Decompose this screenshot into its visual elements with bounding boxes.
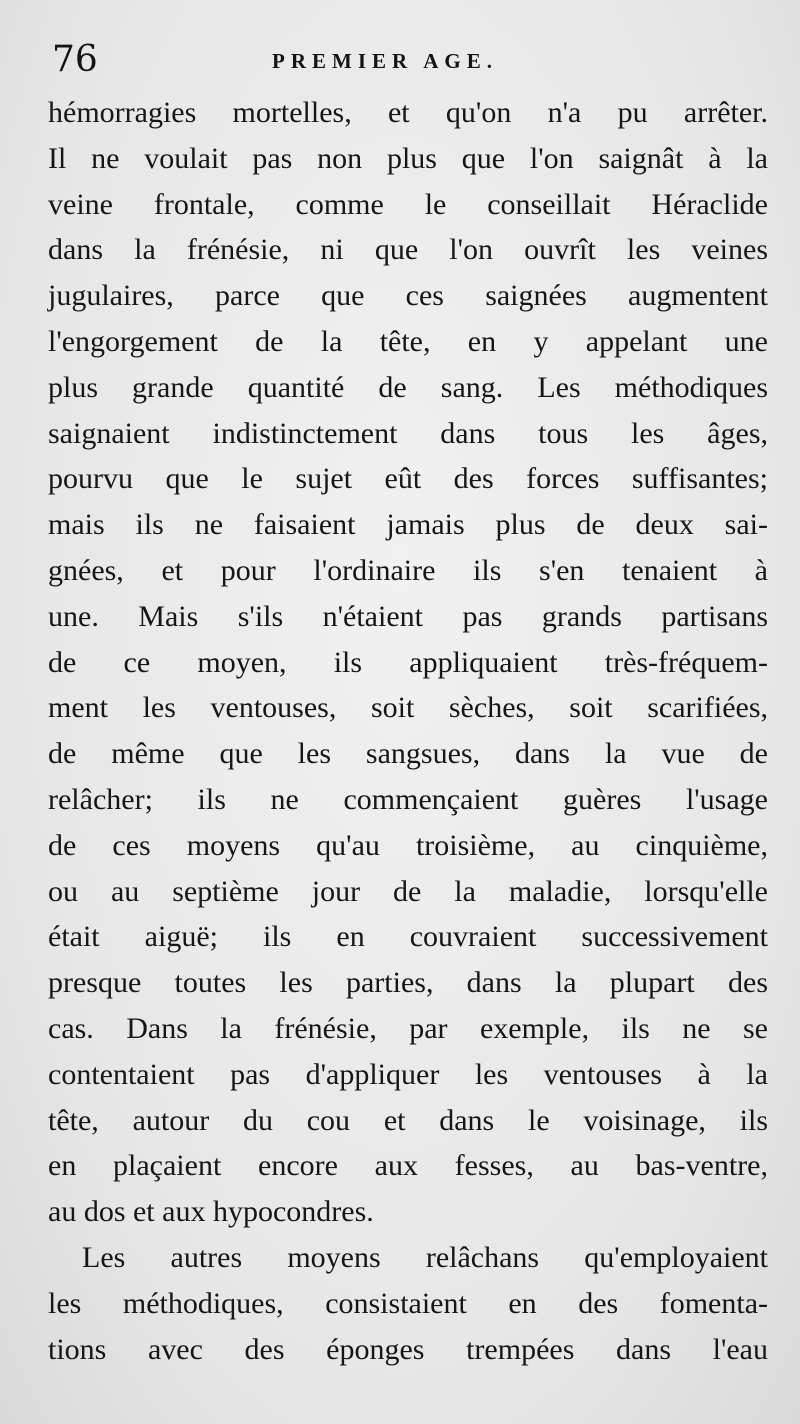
text-line: tions avec des éponges trempées dans l'eau bbox=[48, 1332, 768, 1366]
text-line: de ce moyen, ils appliquaient très-fréquem- bbox=[48, 645, 768, 679]
text-line: pourvu que le sujet eût des forces suffisantes; bbox=[48, 462, 768, 496]
text-line: relâcher; ils ne commençaient guères l'usage bbox=[48, 782, 768, 816]
text-line: dans la frénésie, ni que l'on ouvrît les veines bbox=[48, 233, 768, 267]
text-line: en plaçaient encore aux fesses, au bas-ventre, bbox=[48, 1149, 768, 1183]
text-line: gnées, et pour l'ordinaire ils s'en tenaient à bbox=[48, 553, 768, 587]
text-line: une. Mais s'ils n'étaient pas grands partisans bbox=[48, 599, 768, 633]
text-line: ment les ventouses, soit sèches, soit scarifiées, bbox=[48, 691, 768, 725]
text-line: saignaient indistinctement dans tous les âges, bbox=[48, 416, 768, 450]
text-line: était aiguë; ils en couvraient successivement bbox=[48, 920, 768, 954]
page-number: 76 bbox=[52, 39, 98, 80]
text-line: jugulaires, parce que ces saignées augmentent bbox=[48, 279, 768, 313]
text-line: de même que les sangsues, dans la vue de bbox=[48, 737, 768, 771]
page-header bbox=[52, 38, 752, 88]
running-head: PREMIER AGE. bbox=[272, 49, 499, 73]
text-line: les méthodiques, consistaient en des fomenta- bbox=[48, 1286, 768, 1320]
body-text bbox=[48, 90, 768, 1372]
text-line: de ces moyens qu'au troisième, au cinquième, bbox=[48, 828, 768, 862]
paragraph-end-line: au dos et aux hypocondres. bbox=[48, 1195, 374, 1229]
text-line: l'engorgement de la tête, en y appelant une bbox=[48, 324, 768, 358]
text-line: Il ne voulait pas non plus que l'on saignât à la bbox=[48, 141, 768, 175]
text-line: ou au septième jour de la maladie, lorsqu'elle bbox=[48, 874, 768, 908]
text-line: plus grande quantité de sang. Les méthodiques bbox=[48, 370, 768, 404]
paragraph-start-line: Les autres moyens relâchans qu'employaient bbox=[82, 1240, 768, 1274]
text-line: presque toutes les parties, dans la plupart des bbox=[48, 966, 768, 1000]
text-line: contentaient pas d'appliquer les ventouses à la bbox=[48, 1057, 768, 1091]
text-line: mais ils ne faisaient jamais plus de deux sai- bbox=[48, 508, 768, 542]
text-line: tête, autour du cou et dans le voisinage, ils bbox=[48, 1103, 768, 1137]
text-line: cas. Dans la frénésie, par exemple, ils ne se bbox=[48, 1011, 768, 1045]
text-line: hémorragies mortelles, et qu'on n'a pu arrêter. bbox=[48, 96, 768, 129]
text-line: veine frontale, comme le conseillait Héraclide bbox=[48, 187, 768, 221]
